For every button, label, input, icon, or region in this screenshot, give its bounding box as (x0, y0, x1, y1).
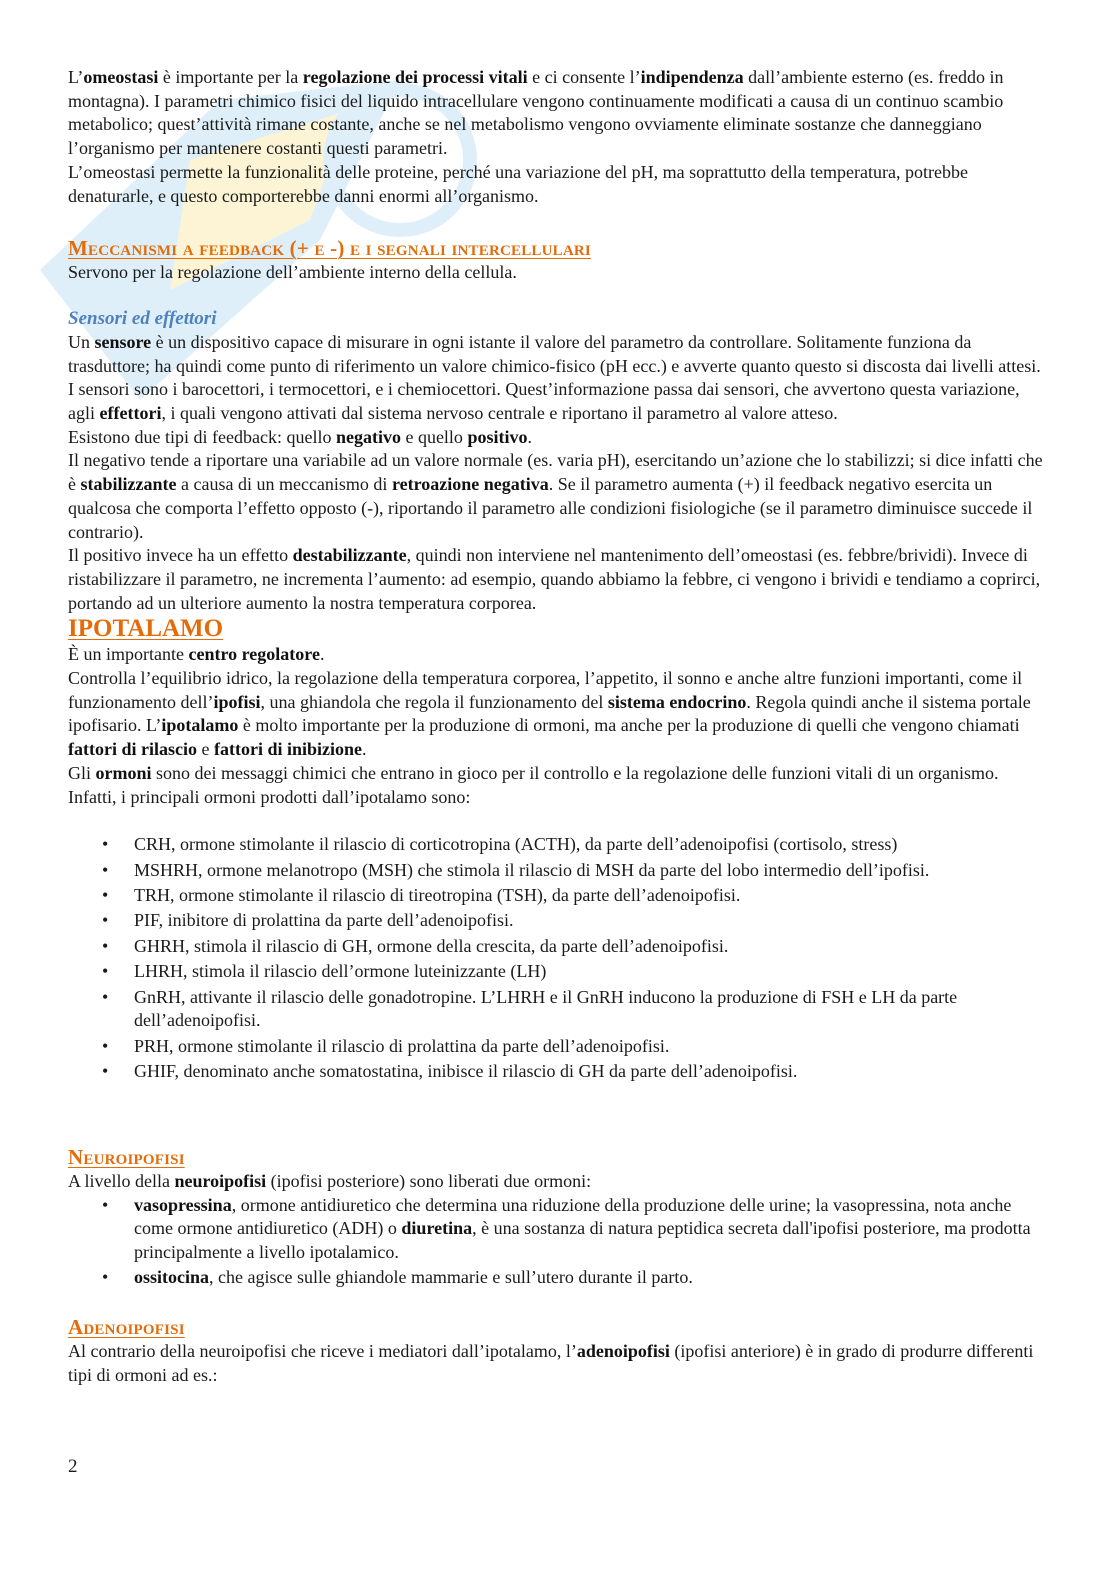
adenoipofisi-paragraph-1 (68, 1340, 1048, 1387)
list-item (68, 1266, 1048, 1290)
bold-term: ipotalamo (161, 715, 239, 736)
text-run: Un (68, 331, 95, 352)
document-page (68, 66, 1048, 1387)
list-item (68, 1035, 1048, 1059)
feedback-text: Servono per la regolazione dell’ambiente interno della cellula. (68, 262, 517, 283)
text-run: è importante per la (158, 67, 303, 87)
bold-term: omeostasi (83, 67, 159, 87)
text-run: , ormone antidiuretico che determina una riduzione della produzione delle urine; la vasopressina, nota anche come ormone antidiuretico (ADH) o (134, 1194, 1012, 1239)
text-run: . Regola quindi anche il sistema portale ipofisario. L’ (68, 691, 1031, 736)
list-item (68, 1194, 1048, 1265)
bullet-icon: • (102, 935, 109, 956)
text-run: dall’ambiente esterno (es. freddo in montagna). I parametri chimico fisici del liquido intracellulare vengono continuamente modificati a causa di un continuo scambio metabolico; quest’attività rimane costante, anche se nel metabolismo vengono ovviamente eliminate sostanze che danneggiano l’organismo per mantenere costanti questi parametri. (68, 67, 1004, 159)
sensori-paragraph-3 (68, 449, 1048, 544)
bullet-icon: • (102, 961, 109, 982)
bold-term: effettori (99, 403, 162, 424)
list-item-text: GHRH, stimola il rilascio di GH, ormone della crescita, da parte dell’adenoipofisi. (134, 935, 729, 956)
list-item (68, 1060, 1048, 1084)
text-run: L’ (68, 67, 84, 87)
text-run: Esistono due tipi di feedback: quello (68, 426, 336, 447)
ipotalamo-paragraph-3 (68, 762, 1048, 809)
page-number: 2 (68, 1456, 78, 1477)
ormoni-list (68, 833, 1048, 1084)
bold-term: vasopressina (134, 1194, 232, 1215)
list-item (68, 833, 1048, 857)
bold-term: centro regolatore (188, 644, 320, 665)
text-run: è un dispositivo capace di misurare in ogni istante il valore del parametro da controllare. Solitamente funziona da trasduttore; ha quindi come punto di riferimento un valore chimico-fisico (pH ecc.) e avverte quanto questo si discosta dai livelli attesi. I sensori sono i barocettori, i termocettori, e i chemiocettori. Quest’informazione passa dai sensori, che avvertono questa variazione, agli (68, 331, 1041, 424)
list-item (68, 909, 1048, 933)
list-item (68, 935, 1048, 959)
bold-term: fattori di rilascio (68, 739, 197, 760)
bold-term: sistema endocrino (607, 691, 747, 712)
text-run: , quindi non interviene nel mantenimento dell’omeostasi (es. febbre/brividi). Invece di ristabilizzare il parametro, ne incrementa l’aumento: ad esempio, quando abbiamo la febbre, ci vengono i brividi e tendiamo a coprirci, portando ad un ulteriore aumento la nostra temperatura corporea. (68, 545, 1041, 613)
bold-term: ossitocina (134, 1267, 210, 1288)
neuroipofisi-paragraph-1 (68, 1170, 1048, 1194)
text-run: . (319, 644, 325, 665)
heading-adenoipofisi: Adenoipofisi (68, 1315, 185, 1340)
bullet-icon: • (102, 1194, 109, 1215)
bullet-icon: • (102, 910, 109, 931)
heading-feedback: Meccanismi a feedback (+ e -) e i segnali intercellulari (68, 236, 591, 261)
ipotalamo-paragraph-1 (68, 643, 1048, 667)
intro-paragraph-2: L’omeostasi permette la funzionalità delle proteine, perché una variazione del pH, ma soprattutto della temperatura, potrebbe denaturarle, e questo comporterebbe danni enormi all’organismo. (68, 161, 968, 206)
list-item (68, 884, 1048, 908)
text-run: a causa di un meccanismo di (176, 474, 392, 495)
bullet-icon: • (102, 1061, 109, 1082)
list-item-text: PRH, ormone stimolante il rilascio di prolattina da parte dell’adenoipofisi. (134, 1035, 670, 1056)
bold-term: ormoni (95, 762, 152, 783)
bullet-icon: • (102, 834, 109, 855)
text-run: , una ghiandola che regola il funzionamento del (260, 691, 608, 712)
list-item-text: GnRH, attivante il rilascio delle gonadotropine. L’LHRH e il GnRH inducono la produzione di FSH e LH da parte dell’adenoipofisi. (134, 986, 958, 1031)
bold-term: neuroipofisi (174, 1170, 267, 1191)
bullet-icon: • (102, 885, 109, 906)
text-run: . (527, 426, 532, 447)
bold-term: fattori di inibizione (213, 739, 362, 760)
text-run: È un importante (68, 644, 189, 665)
text-run: sono dei messaggi chimici che entrano in gioco per il controllo e la regolazione delle funzioni vitali di un organismo. Infatti, i principali ormoni prodotti dall’ipotalamo sono: (68, 762, 999, 807)
heading-ipotalamo: IPOTALAMO (68, 615, 224, 643)
text-run: Il positivo invece ha un effetto (68, 545, 293, 566)
heading-sensori: Sensori ed effettori (68, 307, 217, 329)
neuroipofisi-list (68, 1194, 1048, 1291)
list-item-text: PIF, inibitore di prolattina da parte dell’adenoipofisi. (134, 910, 514, 931)
sensori-paragraph-1 (68, 331, 1048, 426)
bold-term: retroazione negativa (391, 474, 549, 495)
list-item-text: CRH, ormone stimolante il rilascio di corticotropina (ACTH), da parte dell’adenoipofisi (cortisolo, stress) (134, 834, 898, 855)
list-item-text: TRH, ormone stimolante il rilascio di tireotropina (TSH), da parte dell’adenoipofisi. (134, 885, 741, 906)
bold-term: regolazione dei processi vitali (302, 67, 528, 87)
text-run: e ci consente l’ (527, 67, 641, 87)
bold-term: negativo (335, 426, 401, 447)
heading-neuroipofisi: Neuroipofisi (68, 1144, 185, 1169)
list-item-text: LHRH, stimola il rilascio dell’ormone luteinizzante (LH) (134, 961, 547, 982)
text-run: , i quali vengono attivati dal sistema nervoso centrale e riportano il parametro al valore atteso. (161, 403, 838, 424)
text-run: (ipofisi posteriore) sono liberati due ormoni: (266, 1170, 592, 1191)
sensori-paragraph-2 (68, 426, 1048, 450)
text-run: e quello (400, 426, 468, 447)
ipotalamo-paragraph-2 (68, 667, 1048, 762)
sensori-paragraph-4 (68, 544, 1048, 615)
bullet-icon: • (102, 1035, 109, 1056)
list-item-text: MSHRH, ormone melanotropo (MSH) che stimola il rilascio di MSH da parte del lobo intermedio dell’ipofisi. (134, 859, 930, 880)
text-run: (ipofisi anteriore) è in grado di produrre differenti tipi di ormoni ad es.: (68, 1341, 1034, 1385)
text-run: , che agisce sulle ghiandole mammarie e sull’utero durante il parto. (209, 1267, 693, 1288)
bullet-icon: • (102, 859, 109, 880)
list-item (68, 986, 1048, 1033)
list-item (68, 960, 1048, 984)
list-item-text: GHIF, denominato anche somatostatina, inibisce il rilascio di GH da parte dell’adenoipofisi. (134, 1061, 798, 1082)
text-run: è molto importante per la produzione di ormoni, ma anche per la produzione di quelli che vengono chiamati (238, 715, 1020, 736)
bold-term: ipofisi (213, 691, 261, 712)
bold-term: sensore (94, 331, 152, 352)
bold-term: diuretina (401, 1218, 473, 1239)
list-item (68, 859, 1048, 883)
text-run: e (196, 739, 214, 760)
bold-term: stabilizzante (80, 474, 177, 495)
text-run: Controlla l’equilibrio idrico, la regolazione della temperatura corporea, l’appetito, il sonno e anche altre funzioni importanti, come il funzionamento dell’ (68, 668, 1023, 712)
text-run: A livello della (68, 1170, 175, 1191)
bold-term: indipendenza (640, 67, 744, 87)
text-run: . (361, 739, 367, 760)
intro-paragraph-1 (68, 66, 1048, 161)
bold-term: adenoipofisi (576, 1341, 670, 1362)
bullet-icon: • (102, 1267, 109, 1288)
text-run: Gli (68, 762, 96, 783)
bold-term: destabilizzante (292, 545, 407, 566)
text-run: Il negativo tende a riportare una variabile ad un valore normale (es. varia pH), esercitando un’azione che lo stabilizzi; si dice infatti che è (68, 450, 1043, 495)
text-run: Al contrario della neuroipofisi che riceve i mediatori dall’ipotalamo, l’ (68, 1341, 577, 1362)
text-run: , è una sostanza di natura peptidica secreta dall'ipofisi posteriore, ma prodotta principalmente a livello ipotalamico. (134, 1218, 1031, 1262)
text-run: . Se il parametro aumenta (+) il feedback negativo esercita un qualcosa che comporta l’effetto opposto (-), riportando il parametro alle condizioni fisiologiche (se il parametro diminuisce succede il contrario). (68, 474, 1033, 542)
bullet-icon: • (102, 986, 109, 1007)
bold-term: positivo (467, 426, 528, 447)
